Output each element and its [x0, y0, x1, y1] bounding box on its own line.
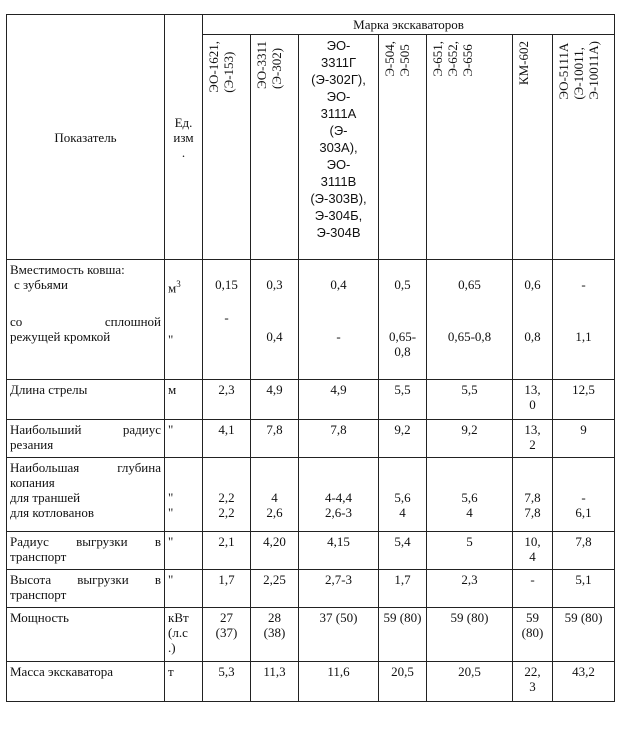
depth-pit-value: 4 — [466, 505, 473, 520]
depth-row — [7, 458, 615, 532]
bucket-solid-unit: " — [168, 332, 174, 348]
depth-cell — [513, 458, 553, 532]
depth-trench-value: 4 — [271, 490, 278, 505]
unload-radius-row — [7, 532, 615, 570]
boom-value: 4,9 — [299, 380, 379, 420]
boom-value: 12,5 — [553, 380, 615, 420]
radius-unit: " — [165, 420, 203, 458]
bucket-cell — [427, 260, 513, 380]
excavator-spec-table — [6, 14, 615, 702]
bucket-row — [7, 260, 615, 380]
bucket-solid-value: - — [336, 329, 341, 344]
mass-value: 5,3 — [203, 662, 251, 702]
bucket-cell — [251, 260, 299, 380]
depth-pit-unit: " — [168, 505, 174, 520]
depth-unit — [165, 458, 203, 532]
bucket-teeth-label: с зубьями — [14, 277, 68, 292]
bucket-cell — [379, 260, 427, 380]
depth-pit-value: 2,6-3 — [324, 505, 353, 520]
boom-unit: м — [165, 380, 203, 420]
unload-height-value: 2,7-3 — [299, 570, 379, 608]
bucket-solid-value: 0,4 — [266, 329, 283, 344]
mass-value: 43,2 — [553, 662, 615, 702]
power-value: 59 (80) — [553, 608, 615, 662]
depth-pit-value: 2,2 — [218, 505, 235, 520]
bucket-teeth-value: - — [581, 277, 586, 292]
model-header: ЭО-1621, (Э-153) — [206, 41, 236, 93]
model-header-cell — [427, 35, 513, 260]
radius-value: 7,8 — [251, 420, 299, 458]
unit-sup: 3 — [176, 279, 181, 289]
boom-value: 5,5 — [427, 380, 513, 420]
bucket-solid-label-b: режущей кромкой — [10, 329, 111, 344]
depth-pit-value: 2,6 — [266, 505, 283, 520]
radius-value: 9,2 — [379, 420, 427, 458]
param-header: Показатель — [7, 15, 165, 260]
radius-row — [7, 420, 615, 458]
mass-row — [7, 662, 615, 702]
unload-height-label: Высота выгрузки в транспорт — [7, 570, 165, 608]
radius-value: 9,2 — [427, 420, 513, 458]
boom-label: Длина стрелы — [7, 380, 165, 420]
depth-trench-value: 5,6 — [394, 490, 411, 505]
depth-label — [7, 458, 165, 532]
depth-cell — [299, 458, 379, 532]
bucket-teeth-value: 0,5 — [394, 277, 411, 292]
depth-pit-value: 4 — [399, 505, 406, 520]
model-header-cell — [251, 35, 299, 260]
bucket-title: Вместимость ковша: — [10, 262, 125, 277]
model-header: ЭО-5111А (Э-10011, Э-10011А) — [556, 41, 601, 100]
power-value: 59 (80) — [379, 608, 427, 662]
boom-value: 4,9 — [251, 380, 299, 420]
depth-cell — [427, 458, 513, 532]
unit-m: м — [168, 280, 177, 296]
mass-value: 11,3 — [251, 662, 299, 702]
unload-radius-unit: " — [165, 532, 203, 570]
bucket-cell — [299, 260, 379, 380]
unload-radius-value: 2,1 — [203, 532, 251, 570]
depth-pit-label: для котлованов — [10, 505, 94, 520]
power-value: 59 (80) — [427, 608, 513, 662]
mass-value: 11,6 — [299, 662, 379, 702]
power-unit: кВт (л.с .) — [165, 608, 203, 662]
mass-value: 20,5 — [379, 662, 427, 702]
bucket-solid-value: 0,8 — [524, 329, 541, 344]
unload-height-value: 1,7 — [379, 570, 427, 608]
unload-height-value: 5,1 — [553, 570, 615, 608]
unload-height-row — [7, 570, 615, 608]
depth-trench-value: 7,8 — [524, 490, 541, 505]
model-header-cell — [379, 35, 427, 260]
depth-cell — [379, 458, 427, 532]
depth-pit-value: 7,8 — [524, 505, 541, 520]
bucket-label — [7, 260, 165, 380]
mass-value: 20,5 — [427, 662, 513, 702]
bucket-solid-value: 0,65-0,8 — [447, 329, 492, 344]
model-header-cell — [513, 35, 553, 260]
depth-trench-unit: " — [168, 490, 174, 505]
unit-header: Ед. изм . — [165, 15, 203, 260]
boom-value: 2,3 — [203, 380, 251, 420]
unload-radius-value: 4,15 — [299, 532, 379, 570]
unload-height-value: - — [513, 570, 553, 608]
unload-radius-value: 5,4 — [379, 532, 427, 570]
boom-value: 5,5 — [379, 380, 427, 420]
power-label: Мощность — [7, 608, 165, 662]
depth-cell — [251, 458, 299, 532]
radius-value: 7,8 — [299, 420, 379, 458]
model-header: КМ-602 — [516, 41, 531, 86]
bucket-cell — [203, 260, 251, 380]
radius-value: 9 — [553, 420, 615, 458]
unload-height-value: 1,7 — [203, 570, 251, 608]
unload-radius-value: 10, 4 — [513, 532, 553, 570]
mass-label: Масса экскаватора — [7, 662, 165, 702]
model-header: ЭО- 3311Г (Э-302Г), ЭО- 3111А (Э- 303А), ЭО- 3111В (Э-303В), Э-304Б, Э-304В — [299, 35, 379, 260]
bucket-teeth-value: 0,4 — [330, 277, 347, 292]
model-header: Э-651, Э-652, Э-656 — [430, 41, 475, 77]
power-value: 37 (50) — [299, 608, 379, 662]
radius-value: 4,1 — [203, 420, 251, 458]
bucket-teeth-value: 0,3 — [266, 277, 283, 292]
mass-unit: т — [165, 662, 203, 702]
depth-pit-value: 6,1 — [575, 505, 592, 520]
unload-height-value: 2,3 — [427, 570, 513, 608]
unload-height-unit: " — [165, 570, 203, 608]
depth-trench-label: для траншей — [10, 490, 81, 505]
depth-cell — [203, 458, 251, 532]
unload-radius-value: 5 — [427, 532, 513, 570]
bucket-solid-label-a: со сплошной — [10, 314, 161, 329]
depth-cell — [553, 458, 615, 532]
header-row-top — [7, 15, 615, 35]
depth-trench-value: - — [581, 490, 586, 505]
boom-row — [7, 380, 615, 420]
power-value: 28 (38) — [251, 608, 299, 662]
unload-radius-value: 4,20 — [251, 532, 299, 570]
depth-title: Наибольшая глубина копания — [10, 460, 161, 490]
bucket-cell — [553, 260, 615, 380]
power-value: 59 (80) — [513, 608, 553, 662]
depth-trench-value: 4-4,4 — [324, 490, 353, 505]
unload-radius-value: 7,8 — [553, 532, 615, 570]
power-value: 27 (37) — [203, 608, 251, 662]
power-row — [7, 608, 615, 662]
bucket-solid-value: 0,65- 0,8 — [388, 329, 417, 359]
radius-value: 13, 2 — [513, 420, 553, 458]
bucket-teeth-value: 0,6 — [524, 277, 541, 292]
depth-trench-value: 5,6 — [461, 490, 478, 505]
brand-group-header: Марка экскаваторов — [203, 15, 615, 35]
bucket-solid-value: 1,1 — [575, 329, 592, 344]
model-header: ЭО-3311 (Э-302) — [254, 41, 284, 89]
bucket-teeth-value: 0,15 — [215, 277, 238, 292]
unload-radius-label: Радиус выгрузки в транспорт — [7, 532, 165, 570]
bucket-solid-value: - — [224, 310, 229, 325]
bucket-cell — [513, 260, 553, 380]
model-header: Э-504, Э-505 — [382, 41, 412, 77]
depth-trench-value: 2,2 — [218, 490, 235, 505]
mass-value: 22, 3 — [513, 662, 553, 702]
bucket-teeth-value: 0,65 — [458, 277, 481, 292]
model-header-cell — [203, 35, 251, 260]
radius-label: Наибольший радиус резания — [7, 420, 165, 458]
bucket-teeth-unit — [168, 277, 199, 295]
boom-value: 13, 0 — [513, 380, 553, 420]
model-header-cell — [553, 35, 615, 260]
bucket-unit — [165, 260, 203, 380]
unload-height-value: 2,25 — [251, 570, 299, 608]
